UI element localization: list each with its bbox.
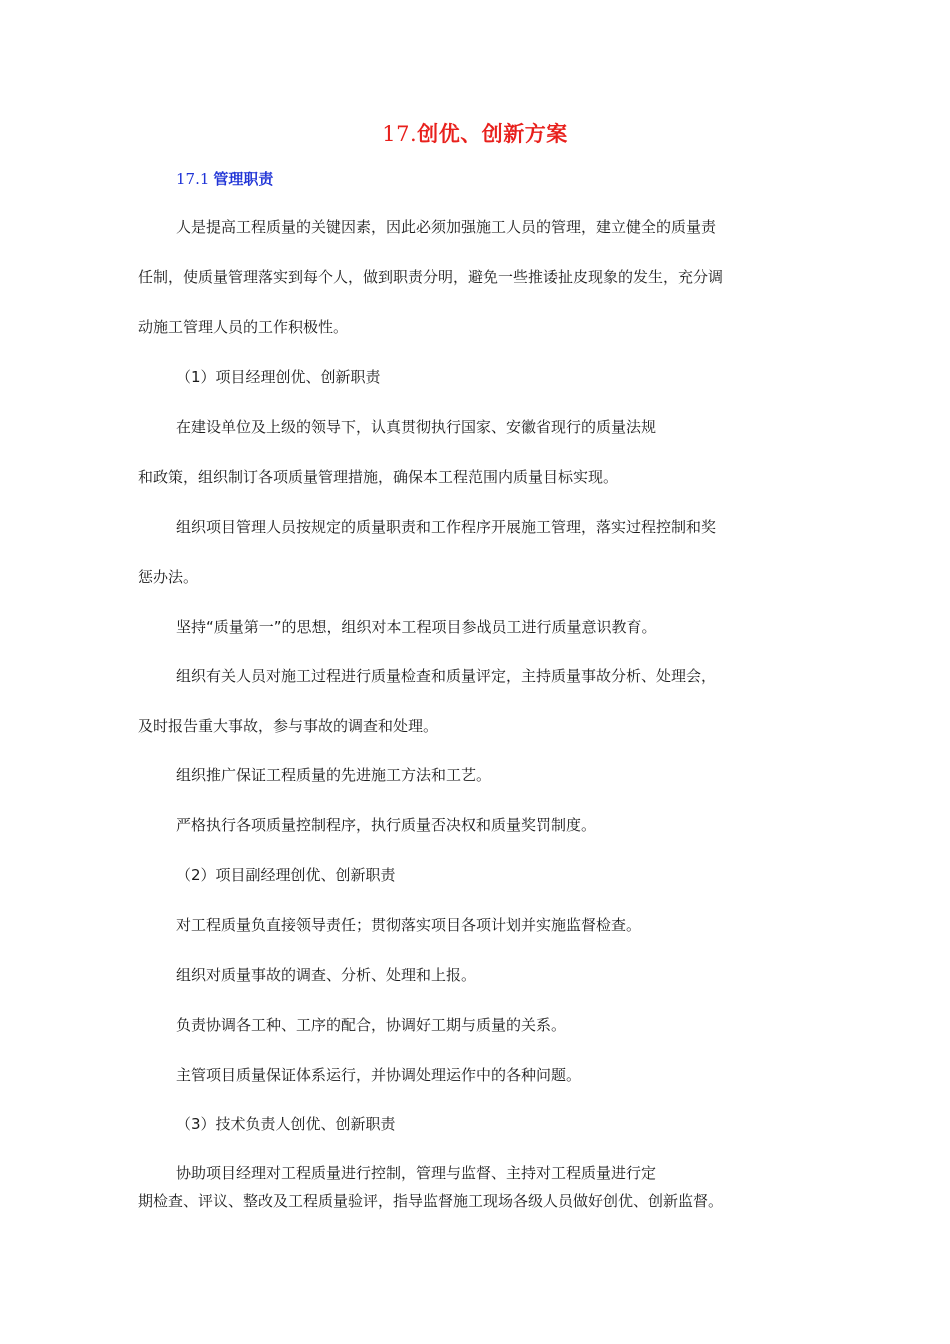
title-number: 17.: [382, 122, 418, 146]
paragraph-line: 严格执行各项质量控制程序，执行质量否决权和质量奖罚制度。: [176, 816, 597, 834]
paragraph-line: 组织对质量事故的调查、分析、处理和上报。: [176, 966, 477, 984]
subheading-line: （3）技术负责人创优、创新职责: [176, 1115, 396, 1133]
paragraph-line: 人是提高工程质量的关键因素，因此必须加强施工人员的管理，建立健全的质量责: [176, 218, 717, 236]
paragraph-line: 负责协调各工种、工序的配合，协调好工期与质量的关系。: [176, 1016, 567, 1034]
section-text: 管理职责: [213, 170, 274, 188]
paragraph-line: 组织有关人员对施工过程进行质量检查和质量评定，主持质量事故分析、处理会，: [176, 667, 717, 685]
title-text: 创优、创新方案: [417, 122, 568, 146]
paragraph-line: 动施工管理人员的工作积极性。: [138, 318, 349, 336]
paragraph-line: 主管项目质量保证体系运行，并协调处理运作中的各种问题。: [176, 1066, 582, 1084]
section-heading: [176, 168, 273, 189]
paragraph-line: 惩办法。: [138, 568, 199, 586]
paragraph-line: 及时报告重大事故，参与事故的调查和处理。: [138, 717, 439, 735]
section-number: 17.1: [176, 170, 210, 188]
paragraph-line: 和政策，组织制订各项质量管理措施，确保本工程范围内质量目标实现。: [138, 468, 619, 486]
paragraph-line: 在建设单位及上级的领导下，认真贯彻执行国家、安徽省现行的质量法规: [176, 418, 657, 436]
subheading-line: （1）项目经理创优、创新职责: [176, 368, 381, 386]
paragraph-line: 组织项目管理人员按规定的质量职责和工作程序开展施工管理，落实过程控制和奖: [176, 518, 717, 536]
paragraph-line: 对工程质量负直接领导责任；贯彻落实项目各项计划并实施监督检查。: [176, 916, 642, 934]
subheading-line: （2）项目副经理创优、创新职责: [176, 866, 396, 884]
paragraph-line: 坚持“质量第一”的思想，组织对本工程项目参战员工进行质量意识教育。: [176, 618, 657, 636]
paragraph-line: 期检查、评议、整改及工程质量验评，指导监督施工现场各级人员做好创优、创新监督。: [138, 1192, 724, 1210]
paragraph-line: 任制，使质量管理落实到每个人，做到职责分明，避免一些推诿扯皮现象的发生，充分调: [138, 268, 724, 286]
page-title: [0, 118, 950, 148]
paragraph-line: 组织推广保证工程质量的先进施工方法和工艺。: [176, 766, 492, 784]
paragraph-line: 协助项目经理对工程质量进行控制，管理与监督、主持对工程质量进行定: [176, 1164, 657, 1182]
